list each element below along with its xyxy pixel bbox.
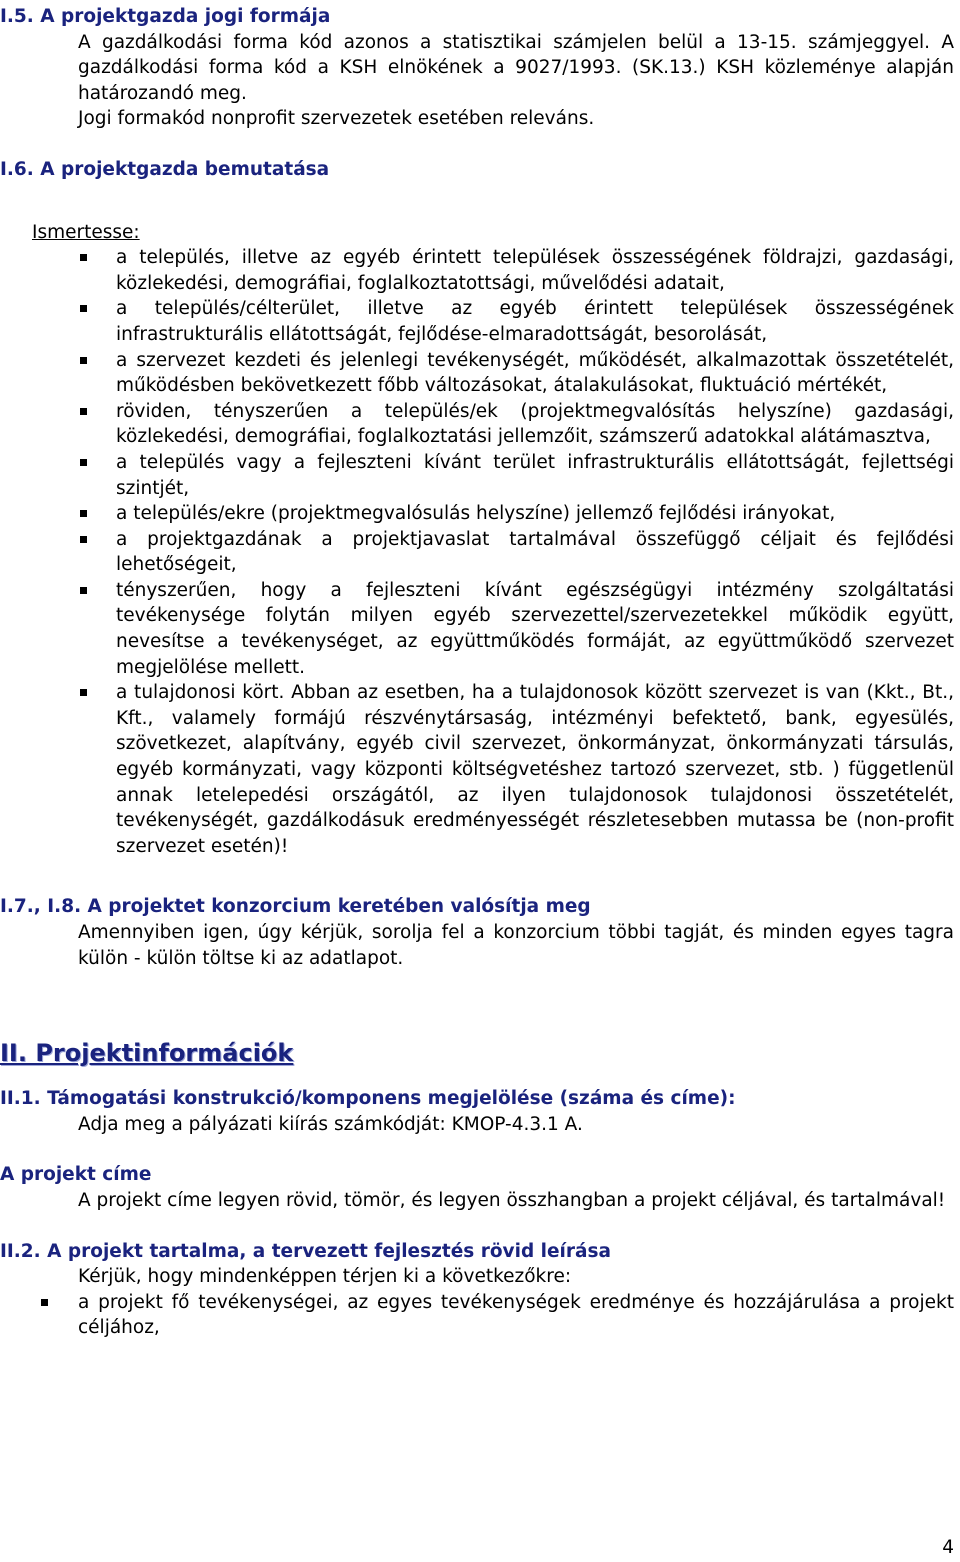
list-item: [0, 680, 960, 859]
list-item-text: a szervezet kezdeti és jelenlegi tevékenységét, működését, alkalmazottak összetételét, működésben bekövetkezett főbb változásokat, átalakulásokat, fluktuáció mértékét,: [116, 349, 954, 397]
list-item-text: a projekt fő tevékenységei, az egyes tevékenységek eredménye és hozzájárulása a projekt céljához,: [78, 1291, 954, 1339]
list-item: [0, 578, 960, 680]
list-item: [0, 450, 960, 501]
list-item-text: a település/célterület, illetve az egyéb érintett települések összességének infrastrukturális ellátottságát, fejlődése-elmaradottságát, besorolását,: [116, 298, 954, 345]
section-i7-body: Amennyiben igen, úgy kérjük, sorolja fel a konzorcium többi tagját, és minden egyes tagra külön - külön töltse ki az adatlapot.: [78, 922, 954, 969]
section-i5: [0, 4, 960, 132]
square-bullet-icon: [41, 1299, 48, 1306]
list-item: [0, 501, 960, 527]
square-bullet-icon: [80, 587, 87, 594]
section-i7: [0, 894, 960, 971]
list-item: [0, 245, 960, 296]
section-project-title-body: A projekt címe legyen rövid, tömör, és legyen összhangban a projekt céljával, és tartalmával!: [78, 1189, 946, 1211]
list-item: [0, 296, 960, 347]
list-item: [0, 527, 960, 578]
list-item-text: a projektgazdának a projektjavaslat tartalmával összefüggő céljait és fejlődési lehetőségeit,: [116, 528, 954, 576]
section-i6-list: [0, 245, 960, 859]
section-ii2: [0, 1239, 960, 1341]
section-project-title-heading: A projekt címe: [0, 1164, 152, 1186]
list-item: [0, 399, 960, 450]
section-i5-note: Jogi formakód nonprofit szervezetek esetében releváns.: [78, 108, 595, 130]
list-item: [0, 1290, 960, 1341]
section-ii1-body: Adja meg a pályázati kiírás számkódját: KMOP-4.3.1 A.: [78, 1113, 583, 1135]
list-item-text: röviden, tényszerűen a település/ek (projektmegvalósítás helyszíne) gazdasági, közlekedési, demográfiai, foglalkoztatási jellemzőit, számszerű adatokkal alátámasztva,: [116, 400, 954, 448]
list-item: [0, 348, 960, 399]
list-item-text: a település/ekre (projektmegvalósulás helyszíne) jellemző fejlődési irányokat,: [116, 503, 836, 525]
section-ii2-intro: Kérjük, hogy mindenképpen térjen ki a következőkre:: [78, 1266, 572, 1288]
list-item-text: a település, illetve az egyéb érintett települések összességének földrajzi, gazdasági, közlekedési, demográfiai, foglalkoztatottsági, művelődési adatait,: [116, 247, 954, 294]
section-project-title: [0, 1162, 960, 1213]
section-i6-heading: I.6. A projektgazda bemutatása: [0, 158, 330, 180]
section-ii2-heading: II.2. A projekt tartalma, a tervezett fejlesztés rövid leírása: [0, 1240, 611, 1262]
section-i7-heading: I.7., I.8. A projektet konzorcium keretében valósítja meg: [0, 896, 591, 918]
section-ii1: [0, 1086, 960, 1137]
page-number: 4: [942, 1537, 954, 1558]
list-item-text: tényszerűen, hogy a fejleszteni kívánt egészségügyi intézmény szolgáltatási tevékenysége folytán milyen egyéb szervezettel/szervezetekkel működik együtt, nevesítse a tevékenységet, az együttműködés formáját, az együttműködő szervezet megjelölése mellett.: [116, 579, 954, 678]
section-i6-intro: Ismertesse:: [32, 221, 140, 243]
section-ii-heading: II. Projektinformációk: [0, 1039, 294, 1068]
document-page: [0, 4, 960, 1341]
square-bullet-icon: [80, 536, 87, 543]
square-bullet-icon: [80, 459, 87, 466]
square-bullet-icon: [80, 408, 87, 415]
section-ii2-list: [0, 1290, 960, 1341]
section-i5-heading: I.5. A projektgazda jogi formája: [0, 6, 331, 27]
section-i5-body: A gazdálkodási forma kód azonos a statisztikai számjelen belül a 13-15. számjeggyel. A gazdálkodási forma kód a KSH elnökének a 9027/1993. (SK.13.) KSH közleménye alapján határozandó meg.: [78, 31, 954, 104]
square-bullet-icon: [80, 510, 87, 517]
square-bullet-icon: [80, 689, 87, 696]
section-ii1-heading: II.1. Támogatási konstrukció/komponens megjelölése (száma és címe):: [0, 1088, 736, 1110]
list-item-text: a tulajdonosi kört. Abban az esetben, ha a tulajdonosok között szervezet is van (Kkt., Bt., Kft., valamely formájú részvénytársaság, intézményi befektető, bank, egyesülés, szövetkezet, alapítvány, egyéb civil szervezet, önkormányzat, önkormányzati társulás, egyéb kormányzati, vagy központi költségvetéshez tartozó szervezet, stb. ) függetlenül annak letelepedési országától, az ilyen tulajdonosok tulajdonosi összetételét, tevékenységét, gazdálkodásuk eredményességét részletesebben mutassa be (non-profit szervezet esetén)!: [116, 682, 954, 857]
square-bullet-icon: [80, 357, 87, 364]
section-i6: [0, 157, 960, 859]
list-item-text: a település vagy a fejleszteni kívánt terület infrastrukturális ellátottságát, fejlettségi szintjét,: [116, 451, 954, 499]
square-bullet-icon: [80, 254, 87, 261]
square-bullet-icon: [80, 305, 87, 312]
